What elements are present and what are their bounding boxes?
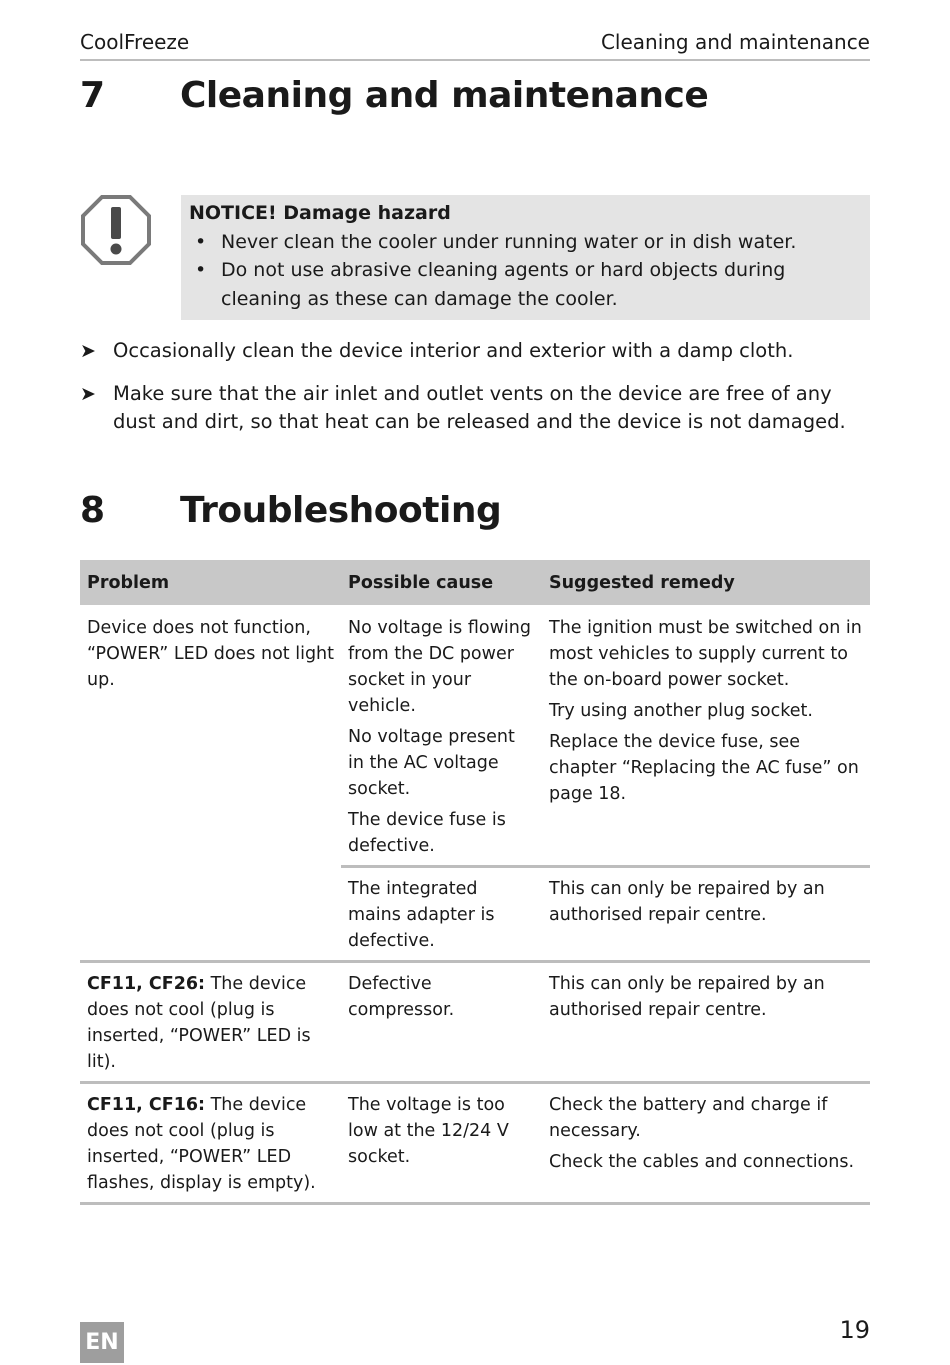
remedy-text: Check the battery and charge if necessary. [549,1095,828,1141]
remedy-cell [542,605,870,867]
language-badge: EN [80,1322,124,1363]
section-8-title: Troubleshooting [180,490,502,531]
section-8-number: 8 [80,490,105,531]
instruction-step [80,337,870,365]
remedy-text: This can only be repaired by an authorised repair centre. [549,974,825,1020]
instruction-steps [80,337,870,451]
problem-model-label: CF11, CF16: [87,1095,206,1115]
troubleshooting-table [80,560,870,1205]
header-product-name: CoolFreeze [80,30,190,54]
table-row [80,1083,870,1204]
problem-text: The device does not cool (plug is inserted, “POWER” LED flashes, display is empty). [87,1095,316,1193]
section-7-number: 7 [80,75,105,116]
cause-cell [341,867,542,962]
remedy-text: Check the cables and connections. [549,1152,855,1172]
table-row [80,962,870,1083]
cause-text: No voltage present in the AC voltage socket. [348,727,515,799]
remedy-cell [542,867,870,962]
notice-item: • Do not use abrasive cleaning agents or hard objects during cleaning as these can damage the cooler. [189,256,862,313]
column-header-problem: Problem [80,560,341,605]
cause-text: No voltage is flowing from the DC power socket in your vehicle. [348,618,531,716]
page-number: 19 [839,1316,870,1344]
cause-text: Defective compressor. [348,974,455,1020]
page-header [80,28,870,61]
cause-cell [341,605,542,867]
section-7-title: Cleaning and maintenance [180,75,709,116]
remedy-cell [542,962,870,1083]
arrow-bullet-icon: ➤ [80,340,96,362]
notice-item: • Never clean the cooler under running water or in dish water. [189,228,862,257]
problem-cell [80,962,341,1083]
problem-cell [80,605,341,962]
column-header-cause: Possible cause [341,560,542,605]
remedy-text: This can only be repaired by an authorised repair centre. [549,879,825,925]
remedy-text: Replace the device fuse, see chapter “Replacing the AC fuse” on page 18. [549,732,859,804]
cause-text: The voltage is too low at the 12/24 V socket. [348,1095,509,1167]
table-row [80,605,870,867]
remedy-cell [542,1083,870,1204]
problem-text: Device does not function, “POWER” LED does not light up. [87,618,334,690]
cause-text: The integrated mains adapter is defective. [348,879,495,951]
notice-title: NOTICE! Damage hazard [189,202,451,224]
column-header-remedy: Suggested remedy [542,560,870,605]
warning-octagon-exclamation-icon [80,194,152,266]
problem-cell [80,1083,341,1204]
cause-cell [341,962,542,1083]
cause-cell [341,1083,542,1204]
instruction-step-text: Occasionally clean the device interior and exterior with a damp cloth. [113,339,794,362]
header-chapter-name: Cleaning and maintenance [600,30,870,54]
notice-box [181,195,870,320]
instruction-step-text: Make sure that the air inlet and outlet vents on the device are free of any dust and dirt, so that heat can be released and the device is not damaged. [113,382,846,433]
instruction-step [80,380,870,436]
problem-model-label: CF11, CF26: [87,974,206,994]
problem-text: The device does not cool (plug is inserted, “POWER” LED is lit). [87,974,311,1072]
notice-list [189,228,862,314]
remedy-text: The ignition must be switched on in most vehicles to supply current to the on-board power socket. [549,618,862,690]
cause-text: The device fuse is defective. [348,810,506,856]
remedy-text: Try using another plug socket. [549,701,813,721]
arrow-bullet-icon: ➤ [80,383,96,405]
table-header-row [80,560,870,605]
